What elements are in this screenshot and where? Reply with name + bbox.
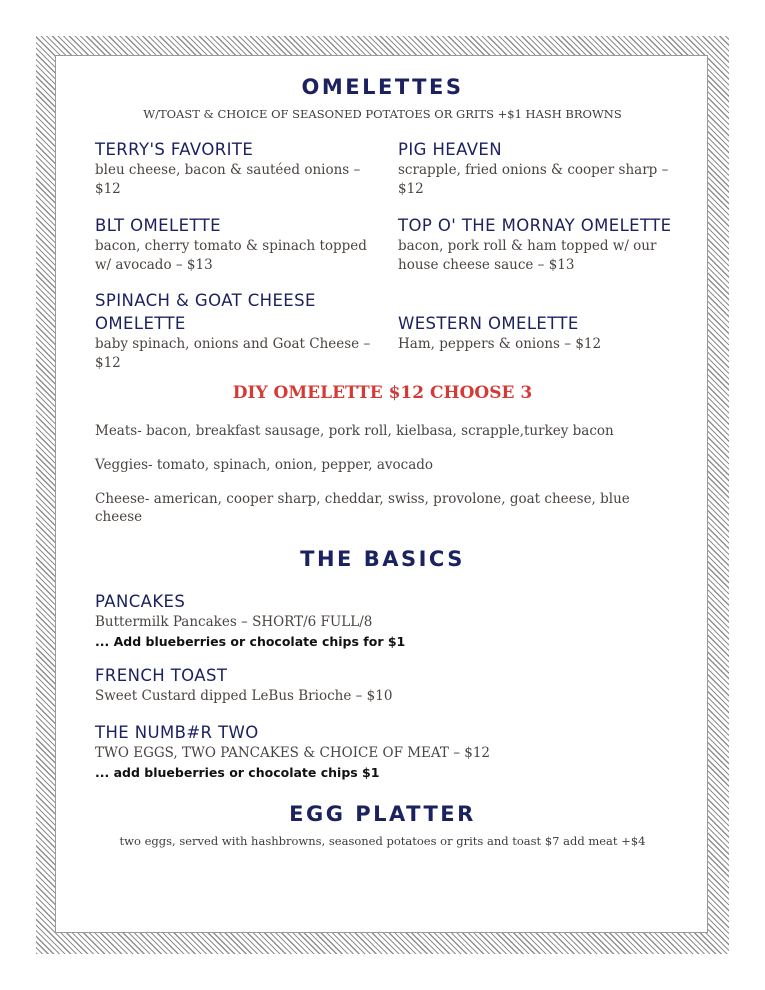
menu-item-pig-heaven [398,138,678,199]
item-description: bleu cheese, bacon & sautéed onions – $12 [95,162,361,197]
item-title: PANCAKES [95,592,186,611]
menu-item-western-omelette [398,312,678,354]
item-addon-note: ... add blueberries or chocolate chips $1 [95,765,380,780]
item-title: PIG HEAVEN [398,140,502,159]
diy-cheese-line: Cheese- american, cooper sharp, cheddar, swiss, provolone, goat cheese, blue cheese [95,491,630,525]
omelettes-subtitle: W/TOAST & CHOICE OF SEASONED POTATOES OR GRITS +$1 HASH BROWNS [143,107,622,121]
egg-platter-heading: EGG PLATTER [289,802,476,826]
item-description: baby spinach, onions and Goat Cheese – $12 [95,336,371,371]
item-description: Sweet Custard dipped LeBus Brioche – $10 [95,688,393,704]
menu-item-french-toast [95,664,665,706]
item-description: bacon, pork roll & ham topped w/ our house cheese sauce – $13 [398,238,657,273]
omelettes-heading: OMELETTES [301,75,464,99]
item-description: Ham, peppers & onions – $12 [398,336,602,352]
item-addon-note: ... Add blueberries or chocolate chips for $1 [95,634,406,649]
item-description: TWO EGGS, TWO PANCAKES & CHOICE OF MEAT – $12 [95,745,491,761]
basics-heading: THE BASICS [300,547,465,571]
diy-meats-line: Meats- bacon, breakfast sausage, pork roll, kielbasa, scrapple,turkey bacon [95,423,614,439]
item-title: BLT OMELETTE [95,216,221,235]
item-title: WESTERN OMELETTE [398,314,579,333]
menu-item-the-numbr-two [95,721,665,782]
item-title: SPINACH & GOAT CHEESE OMELETTE [95,291,316,333]
item-description: Buttermilk Pancakes – SHORT/6 FULL/8 [95,614,373,630]
menu-item-terrys-favorite [95,138,385,199]
item-title: THE NUMB#R TWO [95,723,259,742]
item-title: TOP O' THE MORNAY OMELETTE [398,216,672,235]
item-title: TERRY'S FAVORITE [95,140,254,159]
item-title: FRENCH TOAST [95,666,228,685]
diy-veggies-line: Veggies- tomato, spinach, onion, pepper, avocado [95,457,434,473]
egg-platter-description: two eggs, served with hashbrowns, seasoned potatoes or grits and toast $7 add meat +$4 [119,834,646,848]
menu-item-pancakes [95,590,665,651]
menu-item-spinach-goat-cheese-omelette [95,289,375,373]
menu-item-blt-omelette [95,214,385,275]
item-description: bacon, cherry tomato & spinach topped w/ avocado – $13 [95,238,367,273]
menu-item-top-o-the-mornay-omelette [398,214,678,275]
diy-omelette-heading: DIY OMELETTE $12 CHOOSE 3 [232,383,533,403]
item-description: scrapple, fried onions & cooper sharp – $12 [398,162,669,197]
